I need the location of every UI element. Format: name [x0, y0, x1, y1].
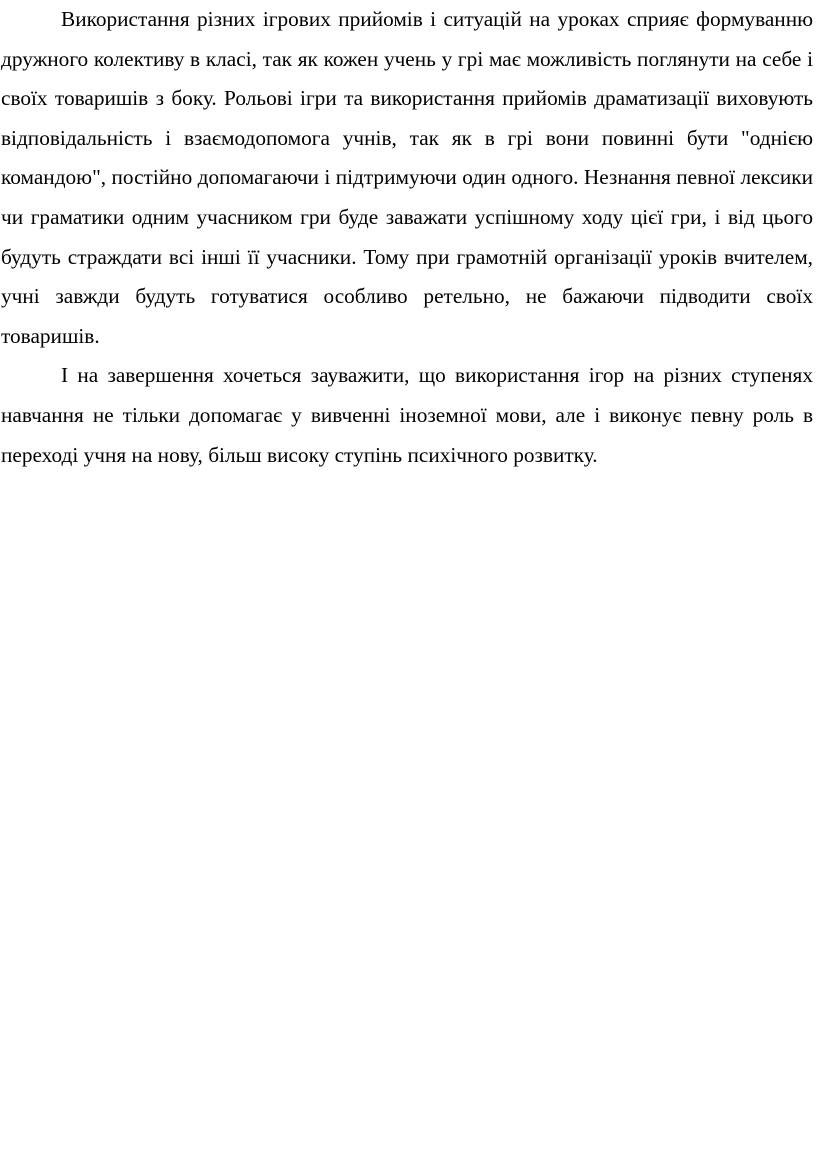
paragraph-games-team-building: Використання різних ігрових прийомів і ситуацій на уроках сприяє формуванню дружного колективу в класі, так як кожен учень у грі має можливість поглянути на себе і своїх товаришів з боку. Рольові ігри та використання прийомів драматизації виховують відповідальність і взаємодопомога учнів, так як в грі вони повинні бути "однією командою", постійно допомагаючи і підтримуючи один одного. Незнання певної лексики чи граматики одним учасником гри буде заважати успішному ходу цієї гри, і від цього будуть страждати всі інші її учасники. Тому при грамотній організації уроків вчителем, учні завжди будуть готуватися особливо ретельно, не бажаючи підводити своїх товаришів. [1, 7, 813, 348]
paragraph-conclusion: І на завершення хочеться зауважити, що використання ігор на різних ступенях навчання не тільки допомагає у вивченні іноземної мови, але і виконує певну роль в переході учня на нову, більш високу ступінь психічного розвитку. [1, 363, 813, 467]
document-body [1, 0, 813, 475]
